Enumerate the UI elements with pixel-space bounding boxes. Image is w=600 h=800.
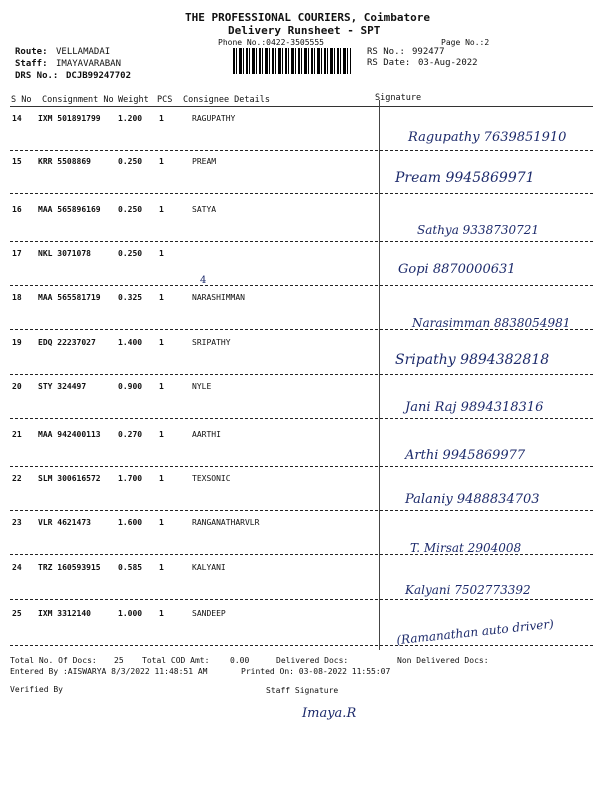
row-pcs: 1 <box>159 430 164 439</box>
row-consignee: SRIPATHY <box>192 338 231 347</box>
total-docs-label: Total No. Of Docs: <box>10 656 97 665</box>
row-sno: 25 <box>12 609 22 618</box>
row-weight: 1.400 <box>118 338 143 347</box>
row-separator <box>10 193 593 194</box>
route-label: Route: <box>15 47 48 57</box>
rs-no-value: 992477 <box>412 47 445 57</box>
row-weight: 0.250 <box>118 157 143 166</box>
row-consignee: SATYA <box>192 205 217 214</box>
row-separator <box>10 150 593 151</box>
row-pcs: 1 <box>159 114 164 123</box>
row-consignee: KALYANI <box>192 563 226 572</box>
row-separator <box>10 466 593 467</box>
staff-signature: Imaya.R <box>302 706 357 721</box>
row-consignee: PREAM <box>192 157 217 166</box>
row-consignment: EDQ 22237027 <box>38 338 96 347</box>
header-rule <box>10 106 593 107</box>
row-consignment: NKL 3071078 <box>38 249 91 258</box>
route-value: VELLAMADAI <box>56 47 111 57</box>
signature-25: (Ramanathan auto driver) <box>395 616 555 648</box>
signature-23: T. Mirsat 2904008 <box>410 541 522 555</box>
row-consignee: AARTHI <box>192 430 221 439</box>
entered-by: Entered By :AISWARYA 8/3/2022 11:48:51 AM <box>10 667 208 676</box>
rs-date-label: RS Date: <box>367 58 411 68</box>
row-consignment: STY 324497 <box>38 382 87 391</box>
row-sno: 24 <box>12 563 22 572</box>
stray-mark: 4 <box>200 275 207 286</box>
total-cod-label: Total COD Amt: <box>142 656 210 665</box>
staff-signature-label: Staff Signature <box>266 686 339 695</box>
row-separator <box>10 599 593 600</box>
row-weight: 0.270 <box>118 430 143 439</box>
row-sno: 18 <box>12 293 22 302</box>
row-separator <box>10 374 593 375</box>
rs-no-label: RS No.: <box>367 47 405 57</box>
row-pcs: 1 <box>159 249 164 258</box>
col-consignee: Consignee Details <box>183 95 270 105</box>
col-pcs: PCS <box>157 95 173 105</box>
row-consignee: NYLE <box>192 382 212 391</box>
barcode <box>233 48 351 74</box>
document-title: Delivery Runsheet - SPT <box>228 24 381 37</box>
total-docs-value: 25 <box>114 656 124 665</box>
staff-label: Staff: <box>15 59 48 69</box>
signature-15: Pream 9945869971 <box>395 170 535 186</box>
row-separator <box>10 510 593 511</box>
row-sno: 23 <box>12 518 22 527</box>
signature-14: Ragupathy 7639851910 <box>408 130 567 145</box>
phone-number: Phone No.:0422-3505555 <box>218 38 324 47</box>
total-cod-value: 0.00 <box>230 656 250 665</box>
col-signature: Signature <box>375 93 422 103</box>
row-weight: 1.600 <box>118 518 143 527</box>
row-consignment: IXM 501891799 <box>38 114 101 123</box>
row-separator <box>10 645 593 646</box>
drs-label: DRS No.: <box>15 71 59 81</box>
signature-21: Arthi 9945869977 <box>405 448 526 463</box>
verified-by-label: Verified By <box>10 685 63 694</box>
row-consignee: SANDEEP <box>192 609 226 618</box>
row-consignee: TEXSONIC <box>192 474 231 483</box>
signature-18: Narasimman 8838054981 <box>412 316 571 330</box>
rs-date-value: 03-Aug-2022 <box>418 58 478 68</box>
row-sno: 17 <box>12 249 22 258</box>
row-weight: 1.700 <box>118 474 143 483</box>
row-weight: 1.200 <box>118 114 143 123</box>
page-number: Page No.:2 <box>441 38 490 47</box>
row-weight: 0.585 <box>118 563 143 572</box>
row-pcs: 1 <box>159 474 164 483</box>
col-weight: Weight <box>118 95 149 105</box>
row-consignment: SLM 300616572 <box>38 474 101 483</box>
signature-20: Jani Raj 9894318316 <box>405 400 544 415</box>
col-sno: S No <box>11 95 32 105</box>
signature-17: Gopi 8870000631 <box>398 262 516 277</box>
delivered-docs-label: Delivered Docs: <box>276 656 349 665</box>
row-sno: 15 <box>12 157 22 166</box>
signature-16: Sathya 9338730721 <box>417 223 540 237</box>
row-consignment: VLR 4621473 <box>38 518 91 527</box>
signature-19: Sripathy 9894382818 <box>395 352 550 368</box>
row-sno: 16 <box>12 205 22 214</box>
row-weight: 0.250 <box>118 205 143 214</box>
row-sno: 20 <box>12 382 22 391</box>
row-consignee: RAGUPATHY <box>192 114 236 123</box>
row-consignment: MAA 565581719 <box>38 293 101 302</box>
row-pcs: 1 <box>159 518 164 527</box>
signature-22: Palaniy 9488834703 <box>405 492 540 507</box>
row-pcs: 1 <box>159 157 164 166</box>
row-sno: 22 <box>12 474 22 483</box>
row-consignment: MAA 565896169 <box>38 205 101 214</box>
col-consignment: Consignment No <box>42 95 114 105</box>
row-pcs: 1 <box>159 293 164 302</box>
row-pcs: 1 <box>159 563 164 572</box>
row-consignee: NARASHIMMAN <box>192 293 245 302</box>
signature-column-rule <box>379 100 380 650</box>
non-delivered-docs-label: Non Delivered Docs: <box>397 656 489 665</box>
row-pcs: 1 <box>159 205 164 214</box>
row-consignment: IXM 3312140 <box>38 609 91 618</box>
row-sno: 19 <box>12 338 22 347</box>
row-weight: 0.900 <box>118 382 143 391</box>
row-separator <box>10 418 593 419</box>
row-consignment: KRR 5508869 <box>38 157 91 166</box>
row-weight: 1.000 <box>118 609 143 618</box>
drs-value: DCJB99247702 <box>66 71 132 81</box>
row-sno: 14 <box>12 114 22 123</box>
company-name: THE PROFESSIONAL COURIERS, Coimbatore <box>185 11 431 24</box>
printed-on: Printed On: 03-08-2022 11:55:07 <box>241 667 391 676</box>
row-weight: 0.325 <box>118 293 143 302</box>
row-separator <box>10 241 593 242</box>
row-separator <box>10 285 593 286</box>
row-sno: 21 <box>12 430 22 439</box>
row-pcs: 1 <box>159 338 164 347</box>
row-weight: 0.250 <box>118 249 143 258</box>
signature-24: Kalyani 7502773392 <box>405 583 531 597</box>
row-pcs: 1 <box>159 609 164 618</box>
row-pcs: 1 <box>159 382 164 391</box>
row-consignee: RANGANATHARVLR <box>192 518 260 527</box>
row-consignment: TRZ 160593915 <box>38 563 101 572</box>
staff-value: IMAYAVARABAN <box>56 59 122 69</box>
row-consignment: MAA 942400113 <box>38 430 101 439</box>
